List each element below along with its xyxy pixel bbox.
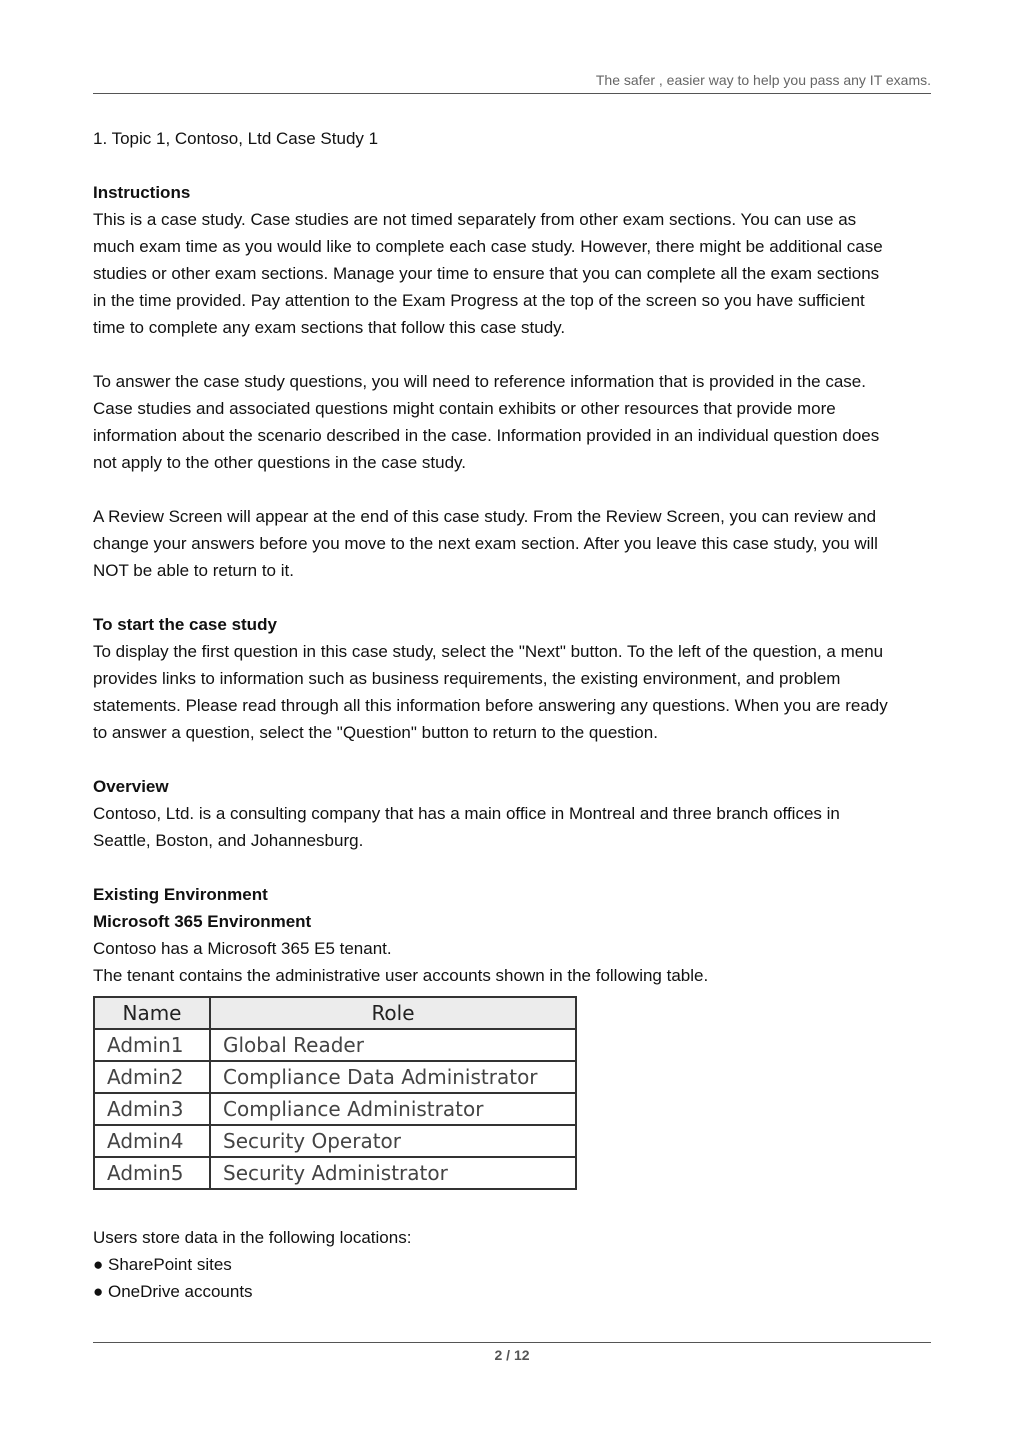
storage-intro: Users store data in the following locations: [93, 1228, 412, 1247]
column-header-role: Role [210, 997, 576, 1029]
text-line: much exam time as you would like to complete each case study. However, there might be additional case [93, 237, 883, 256]
cell-name: Admin4 [94, 1125, 210, 1157]
start-heading: To start the case study [93, 615, 277, 634]
overview-heading: Overview [93, 777, 169, 796]
overview-paragraph [93, 800, 938, 854]
instructions-paragraph-1 [93, 206, 938, 341]
page-content [93, 125, 938, 1305]
m365-environment-subheading: Microsoft 365 Environment [93, 912, 312, 931]
text-line: To display the first question in this case study, select the "Next" button. To the left of the question, a menu [93, 642, 884, 661]
column-header-name: Name [94, 997, 210, 1029]
cell-role: Security Operator [210, 1125, 576, 1157]
tenant-line: Contoso has a Microsoft 365 E5 tenant. [93, 939, 392, 958]
list-item: ● OneDrive accounts [93, 1282, 253, 1301]
text-line: A Review Screen will appear at the end of this case study. From the Review Screen, you can review and [93, 507, 877, 526]
instructions-paragraph-2 [93, 368, 938, 476]
start-paragraph [93, 638, 938, 746]
text-line: studies or other exam sections. Manage your time to ensure that you can complete all the exam sections [93, 264, 880, 283]
header-tagline: The safer , easier way to help you pass any IT exams. [595, 72, 931, 88]
existing-environment-heading: Existing Environment [93, 885, 268, 904]
text-line: NOT be able to return to it. [93, 561, 294, 580]
text-line: to answer a question, select the "Question" button to return to the question. [93, 723, 658, 742]
instructions-paragraph-3 [93, 503, 938, 584]
table-intro-line: The tenant contains the administrative user accounts shown in the following table. [93, 966, 709, 985]
cell-role: Security Administrator [210, 1157, 576, 1189]
admin-roles-table [93, 996, 577, 1190]
table-row [94, 1093, 576, 1125]
list-item: ● SharePoint sites [93, 1255, 232, 1274]
cell-name: Admin2 [94, 1061, 210, 1093]
text-line: Case studies and associated questions might contain exhibits or other resources that provide more [93, 399, 836, 418]
text-line: time to complete any exam sections that follow this case study. [93, 318, 566, 337]
text-line: not apply to the other questions in the case study. [93, 453, 466, 472]
page-footer [93, 1342, 931, 1363]
cell-role: Compliance Administrator [210, 1093, 576, 1125]
text-line: information about the scenario described in the case. Information provided in an individual question does [93, 426, 880, 445]
cell-name: Admin3 [94, 1093, 210, 1125]
page-header [93, 72, 931, 94]
text-line: To answer the case study questions, you will need to reference information that is provided in the case. [93, 372, 866, 391]
text-line: This is a case study. Case studies are not timed separately from other exam sections. You can use as [93, 210, 857, 229]
table-row [94, 1125, 576, 1157]
text-line: in the time provided. Pay attention to the Exam Progress at the top of the screen so you have sufficient [93, 291, 865, 310]
page-number: 2 / 12 [494, 1347, 530, 1363]
cell-name: Admin1 [94, 1029, 210, 1061]
text-line: Seattle, Boston, and Johannesburg. [93, 831, 364, 850]
table-row [94, 1157, 576, 1189]
question-title: 1. Topic 1, Contoso, Ltd Case Study 1 [93, 129, 379, 148]
text-line: statements. Please read through all this information before answering any questions. When you are ready [93, 696, 888, 715]
cell-role: Compliance Data Administrator [210, 1061, 576, 1093]
table-row [94, 1061, 576, 1093]
cell-name: Admin5 [94, 1157, 210, 1189]
instructions-heading: Instructions [93, 183, 191, 202]
table-row [94, 1029, 576, 1061]
table-header-row [94, 997, 576, 1029]
text-line: provides links to information such as business requirements, the existing environment, and problem [93, 669, 841, 688]
cell-role: Global Reader [210, 1029, 576, 1061]
text-line: change your answers before you move to the next exam section. After you leave this case study, you will [93, 534, 878, 553]
text-line: Contoso, Ltd. is a consulting company that has a main office in Montreal and three branch offices in [93, 804, 840, 823]
